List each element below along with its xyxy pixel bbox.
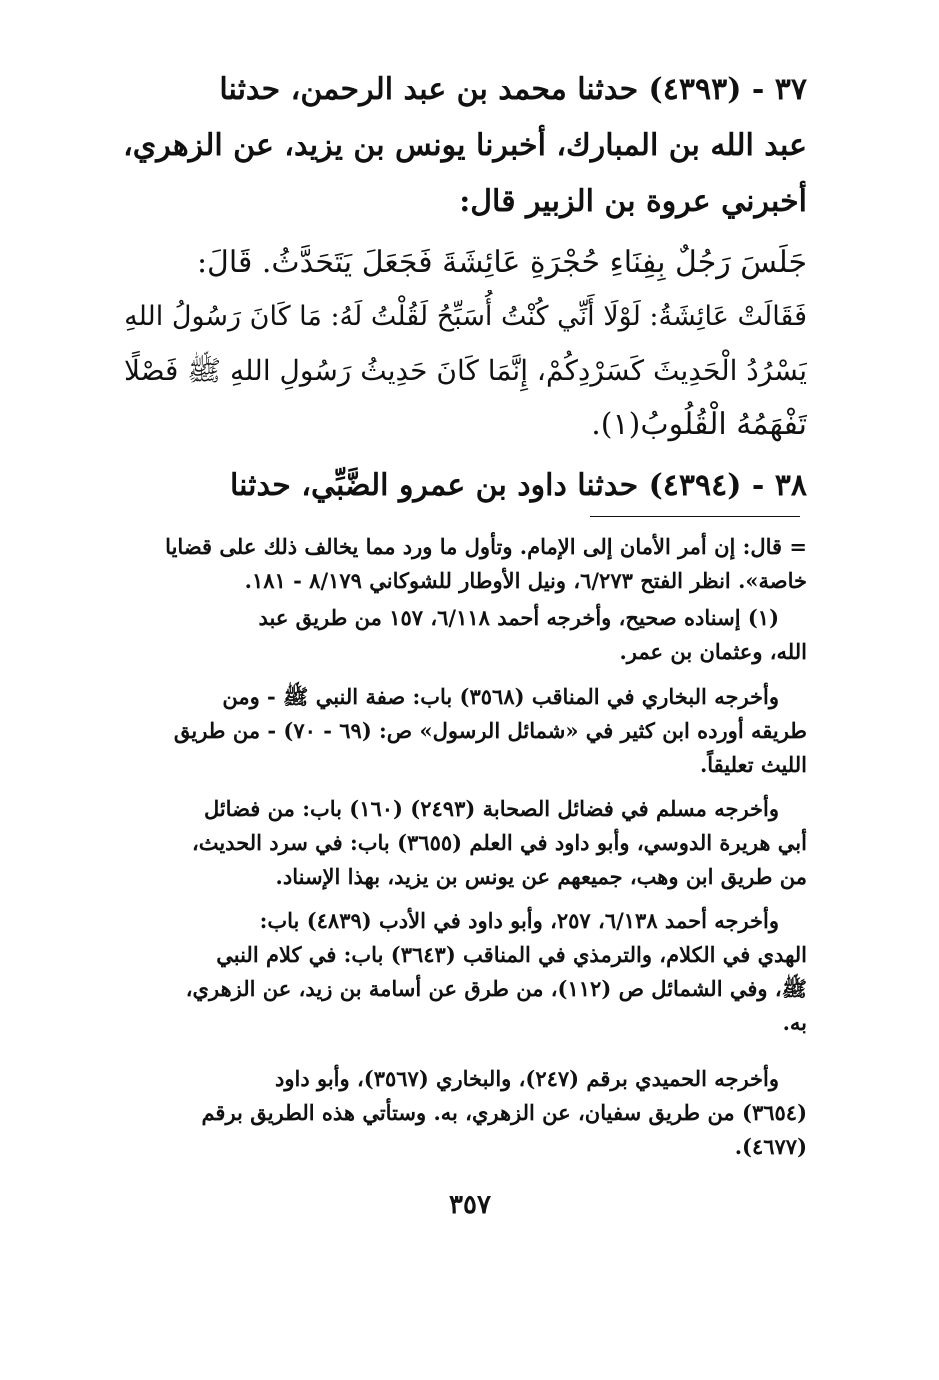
text-line: فَقَالَتْ عَائِشَةُ: لَوْلَا أَنِّي كُنْتُ أُسَبِّحُ لَقُلْتُ لَهُ: مَا كَانَ رَسُولُ اللهِ (124, 301, 807, 332)
text-line: = قال: إن أمر الأمان إلى الإمام. وتأول ما ورد مما يخالف ذلك على قضايا (165, 534, 807, 559)
text-line: وأخرجه البخاري في المناقب (٣٥٦٨) باب: صفة النبي ﷺ - ومن (222, 684, 779, 709)
footnote-continuation (117, 530, 807, 598)
footnote-separator (590, 516, 800, 517)
text-line: ٣٨ - (٤٣٩٤) حدثنا داود بن عمرو الضَّبِّي، حدثنا (229, 468, 807, 503)
text-line: عبد الله بن المبارك، أخبرنا يونس بن يزيد، عن الزهري، (123, 128, 807, 163)
text-line: أخبرني عروة بن الزبير قال: (459, 184, 807, 219)
text-line: الليث تعليقاً. (699, 752, 807, 777)
text-line: (٤٦٧٧). (734, 1134, 807, 1159)
footnote-1 (117, 601, 807, 669)
hadith-entry-37-isnad (117, 62, 807, 230)
text-line: طريقه أورده ابن كثير في «شمائل الرسول» ص: (٦٩ - ٧٠) - من طريق (173, 718, 807, 743)
text-line: أبي هريرة الدوسي، وأبو داود في العلم (٣٦٥٥) باب: في سرد الحديث، (191, 830, 807, 855)
footnote-humaidi (117, 1062, 807, 1164)
text-line: الله، وعثمان بن عمر. (619, 639, 807, 664)
text-line: من طريق ابن وهب، جميعهم عن يونس بن يزيد، بهذا الإسناد. (275, 864, 807, 889)
footnote-muslim (117, 792, 807, 894)
text-line: يَسْرُدُ الْحَدِيثَ كَسَرْدِكُمْ، إِنَّمَا كَانَ حَدِيثُ رَسُولِ اللهِ ﷺ فَصْلًا (124, 354, 807, 387)
hadith-entry-38-isnad (117, 458, 807, 514)
text-line: ﷺ، وفي الشمائل ص (١١٢)، من طرق عن أسامة بن زيد، عن الزهري، (185, 976, 807, 1001)
text-line: ٣٧ - (٤٣٩٣) حدثنا محمد بن عبد الرحمن، حدثنا (219, 72, 807, 107)
text-line: خاصة». انظر الفتح ٦/٢٧٣، ونيل الأوطار للشوكاني ٨/١٧٩ - ١٨١. (244, 568, 807, 593)
text-line: (٣٦٥٤) من طريق سفيان، عن الزهري، به. وستأتي هذه الطريق برقم (201, 1100, 807, 1125)
footnote-bukhari (117, 680, 807, 782)
text-line: (١) إسناده صحيح، وأخرجه أحمد ٦/١١٨، ١٥٧ من طريق عبد (258, 605, 779, 630)
text-line: الهدي في الكلام، والترمذي في المناقب (٣٦٤٣) باب: في كلام النبي (216, 942, 807, 967)
text-line: وأخرجه مسلم في فضائل الصحابة (٢٤٩٣) (١٦٠) باب: من فضائل (203, 796, 779, 821)
text-line: وأخرجه أحمد ٦/١٣٨، ٢٥٧، وأبو داود في الأدب (٤٨٣٩) باب: (259, 908, 779, 933)
hadith-matn (117, 236, 807, 452)
footnote-ahmad (117, 904, 807, 1040)
text-line: وأخرجه الحميدي برقم (٢٤٧)، والبخاري (٣٥٦٧)، وأبو داود (275, 1066, 779, 1091)
text-line: جَلَسَ رَجُلٌ بِفِنَاءِ حُجْرَةِ عَائِشَةَ فَجَعَلَ يَتَحَدَّثُ. قَالَ: (196, 245, 807, 280)
text-line: تَفْهَمُهُ الْقُلُوبُ(١). (591, 407, 807, 442)
text-line: به. (782, 1010, 807, 1035)
page-number: ٣٥٧ (449, 1190, 491, 1220)
